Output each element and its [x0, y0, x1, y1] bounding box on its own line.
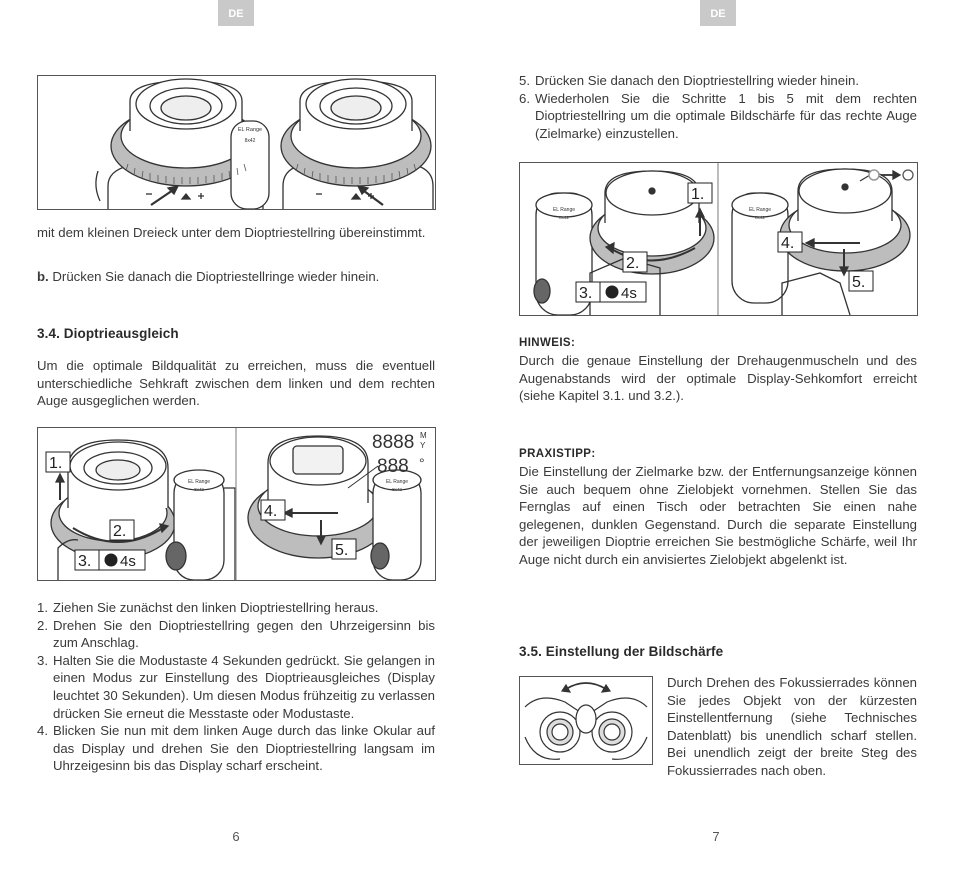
- hold-time: 4s: [120, 553, 136, 570]
- callout-5: 5.: [852, 274, 866, 291]
- model-size: 8x42: [244, 138, 256, 144]
- list-item: 6. Wiederholen Sie die Schritte 1 bis 5 mit dem rechten Dioptriestellring um die optimale Bildschärfe für das rechte Auge (Zielmarke) einzustellen.: [519, 90, 917, 141]
- list-item: 1. Ziehen Sie zunächst den linken Dioptriestellring heraus.: [37, 600, 379, 615]
- callout-5: 5.: [335, 542, 349, 559]
- tipp-title: PRAXISTIPP:: [519, 448, 596, 460]
- fig3-label-left: EL Range: [552, 207, 576, 213]
- figure-diopter-steps: [37, 427, 436, 581]
- callout-1: 1.: [691, 186, 705, 203]
- display-degree: °: [419, 455, 425, 471]
- callout-4: 4.: [264, 503, 278, 520]
- callout-3: 3.: [78, 553, 92, 570]
- section-title: 3.4. Dioptrieausgleich: [37, 326, 179, 341]
- figure-right-diopter: [519, 162, 918, 316]
- fig3-model-right: 8x42: [755, 215, 765, 220]
- fig3-label-right: EL Range: [748, 207, 772, 213]
- figure-focus-wheel: [519, 676, 653, 765]
- right-page: [477, 0, 954, 875]
- fig2-label: EL Range: [187, 479, 211, 485]
- fig3-model-left: 8x42: [559, 215, 569, 220]
- steps-list-left: [37, 599, 435, 775]
- callout-4: 4.: [781, 235, 795, 252]
- eyepieces-illustration: [38, 76, 435, 209]
- fig2-model-right: 8x42: [392, 487, 402, 492]
- step-b-text: Drücken Sie danach die Dioptriestellringe wieder hinein.: [48, 269, 380, 284]
- callout-2: 2.: [626, 255, 640, 272]
- step-b: [37, 268, 435, 286]
- page-number: 6: [232, 829, 240, 844]
- hinweis-title: HINWEIS:: [519, 337, 576, 349]
- fig2-model: 8x42: [194, 487, 204, 492]
- display-sup: M: [420, 431, 427, 440]
- page-number: 7: [712, 829, 720, 844]
- continuation-text: mit dem kleinen Dreieck unter dem Dioptriestellring übereinstimmt.: [37, 225, 426, 240]
- display-bottom: 888: [377, 456, 409, 477]
- callout-3: 3.: [579, 285, 593, 302]
- section-text: Durch Drehen des Fokussierrades können Sie jedes Objekt von der kürzesten Einstellentfernung (siehe Technisches Datenblatt) bis unendlich scharf stellen. Bei unendlich zeigt der breite Steg des Fokussierrades nach oben.: [667, 675, 917, 778]
- section-intro: Um die optimale Bildqualität zu erreichen, muss die eventuell unterschiedliche Sehkraft zwischen dem linken und dem rechten Auge ausgeglichen werden.: [37, 358, 435, 409]
- section-title: 3.5. Einstellung der Bildschärfe: [519, 644, 724, 659]
- list-item: 2. Drehen Sie den Dioptriestellring gegen den Uhrzeigersinn bis zum Anschlag.: [37, 617, 435, 651]
- step-b-label: b.: [37, 269, 49, 284]
- figure-eyepieces: [37, 75, 436, 210]
- language-tab: DE: [700, 0, 736, 26]
- language-tab: DE: [218, 0, 254, 26]
- steps-list-right: [519, 72, 917, 142]
- callout-2: 2.: [113, 523, 127, 540]
- hinweis-text: Durch die genaue Einstellung der Drehaugenmuscheln und des Augenabstands wird der optimale Display-Sehkomfort erreicht (siehe Kapitel 3.1. und 3.2.).: [519, 353, 917, 404]
- display-top: 8888: [372, 432, 415, 453]
- model-label: EL Range: [237, 127, 263, 133]
- list-item: 3. Halten Sie die Modustaste 4 Sekunden gedrückt. Sie gelangen in einen Modus zur Einstellung des Dioptrieausgleiches (Display leuchtet 30 Sekunden). Um diesen Modus frühzeitig zu verlassen drücken Sie erneut die Messtaste oder Modustaste.: [37, 652, 435, 721]
- tipp-text: Die Einstellung der Zielmarke bzw. der Entfernungsanzeige können Sie auch bequem ohne Zielobjekt vornehmen. Stellen Sie das Fernglas auf einen Tisch oder betrachten Sie einen nahe gelegenen, dunklen Gegenstand. Durch die separate Einstellung der jeweiligen Dioptrie erreichen Sie bestmögliche Schärfe, weil Ihr Auge nicht durch ein anvisiertes Zielobjekt abgelenkt ist.: [519, 464, 917, 567]
- fig2-label-right: EL Range: [385, 479, 409, 485]
- list-item: 5. Drücken Sie danach den Dioptriestellring wieder hinein.: [519, 73, 860, 88]
- callout-1: 1.: [49, 455, 63, 472]
- hold-time: 4s: [621, 285, 637, 302]
- list-item: 4. Blicken Sie nun mit dem linken Auge durch das linke Okular auf das Display und drehen Sie den Dioptriestellring langsam im Uhrzeigesinn bis das Display scharf erscheint.: [37, 723, 435, 774]
- display-sub: Y: [420, 441, 426, 450]
